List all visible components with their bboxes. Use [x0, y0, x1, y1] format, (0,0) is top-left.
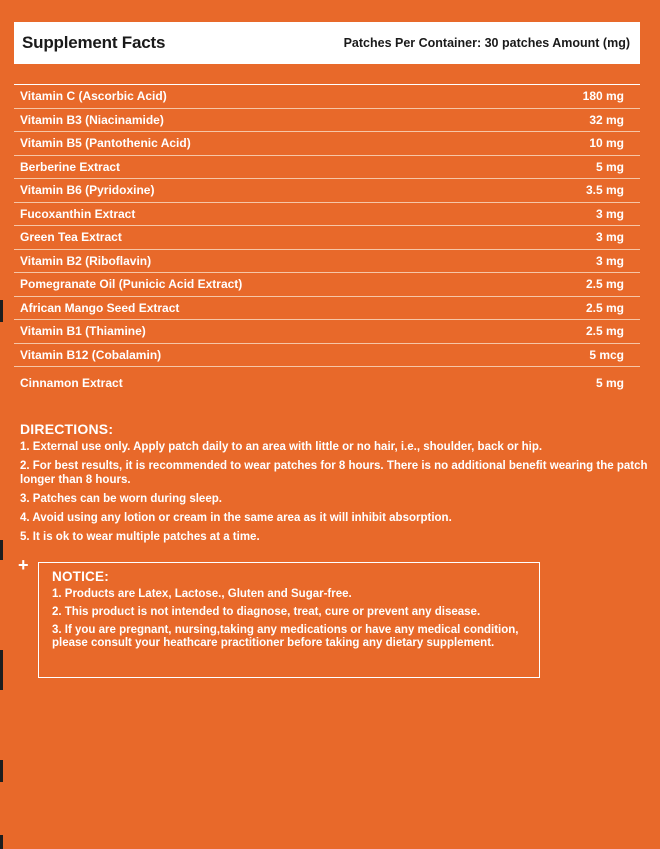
ingredient-name: Pomegranate Oil (Punicic Acid Extract)	[20, 277, 243, 292]
notice-box	[38, 562, 540, 678]
table-row	[14, 156, 640, 180]
ingredient-name: African Mango Seed Extract	[20, 300, 180, 315]
ingredient-amount: 3 mg	[595, 253, 624, 268]
ingredient-name: Vitamin B1 (Thiamine)	[20, 324, 146, 339]
notice-item: 1. Products are Latex, Lactose., Gluten and Sugar-free.	[52, 588, 352, 600]
patches-per-container: Patches Per Container: 30 patches Amount (mg)	[343, 36, 630, 50]
ingredient-name: Fucoxanthin Extract	[20, 206, 136, 221]
directions-section	[20, 422, 652, 549]
direction-item: 1. External use only. Apply patch daily to an area with little or no hair, i.e., shoulder, back or hip.	[20, 441, 543, 453]
ingredient-amount: 2.5 mg	[585, 300, 624, 315]
directions-heading: DIRECTIONS:	[20, 421, 114, 437]
edge-mark	[0, 300, 3, 322]
ingredient-name: Green Tea Extract	[20, 230, 122, 245]
ingredient-amount: 5 mg	[595, 159, 624, 174]
ingredient-amount: 32 mg	[589, 112, 624, 127]
ingredient-amount: 3.5 mg	[585, 183, 624, 198]
ingredient-amount: 2.5 mg	[585, 324, 624, 339]
direction-item: 2. For best results, it is recommended to wear patches for 8 hours. There is no additional benefit wearing the patch longer than 8 hours.	[20, 460, 648, 486]
ingredient-name: Berberine Extract	[20, 159, 121, 174]
page-title: Supplement Facts	[22, 33, 166, 52]
ingredient-amount: 2.5 mg	[585, 277, 624, 292]
table-row	[14, 132, 640, 156]
ingredient-name: Vitamin B6 (Pyridoxine)	[20, 183, 155, 198]
ingredient-amount: 5 mcg	[589, 347, 624, 362]
table-row	[14, 226, 640, 250]
ingredient-name: Vitamin B3 (Niacinamide)	[20, 112, 164, 127]
edge-mark	[0, 760, 3, 782]
table-row	[14, 344, 640, 368]
table-row	[14, 320, 640, 344]
ingredients-table	[14, 84, 640, 399]
edge-mark	[0, 835, 3, 849]
notice-heading: NOTICE:	[52, 569, 109, 584]
table-row	[14, 273, 640, 297]
direction-item: 3. Patches can be worn during sleep.	[20, 493, 222, 505]
ingredient-name: Cinnamon Extract	[20, 376, 123, 390]
ingredient-amount: 3 mg	[595, 206, 624, 221]
ingredient-name: Vitamin B5 (Pantothenic Acid)	[20, 136, 191, 151]
edge-mark	[0, 650, 3, 690]
plus-icon: +	[18, 555, 29, 575]
table-row	[14, 250, 640, 274]
notice-item: 2. This product is not intended to diagnose, treat, cure or prevent any disease.	[52, 606, 481, 618]
direction-item: 4. Avoid using any lotion or cream in the same area as it will inhibit absorption.	[20, 512, 452, 524]
table-row	[14, 367, 640, 399]
notice-item: 3. If you are pregnant, nursing,taking any medications or have any medical condition, please consult your heathcare practitioner before taking any dietary supplement.	[52, 624, 519, 649]
table-row	[14, 179, 640, 203]
ingredient-amount: 10 mg	[589, 136, 624, 151]
edge-mark	[0, 540, 3, 560]
ingredient-amount: 5 mg	[595, 376, 624, 390]
ingredient-name: Vitamin B2 (Riboflavin)	[20, 253, 152, 268]
table-row	[14, 109, 640, 133]
table-row	[14, 297, 640, 321]
ingredient-amount: 180 mg	[582, 89, 624, 104]
direction-item: 5. It is ok to wear multiple patches at a time.	[20, 531, 260, 543]
supplement-facts-header	[14, 22, 640, 64]
table-row	[14, 85, 640, 109]
ingredient-name: Vitamin C (Ascorbic Acid)	[20, 89, 167, 104]
ingredient-name: Vitamin B12 (Cobalamin)	[20, 347, 162, 362]
ingredient-amount: 3 mg	[595, 230, 624, 245]
table-row	[14, 203, 640, 227]
